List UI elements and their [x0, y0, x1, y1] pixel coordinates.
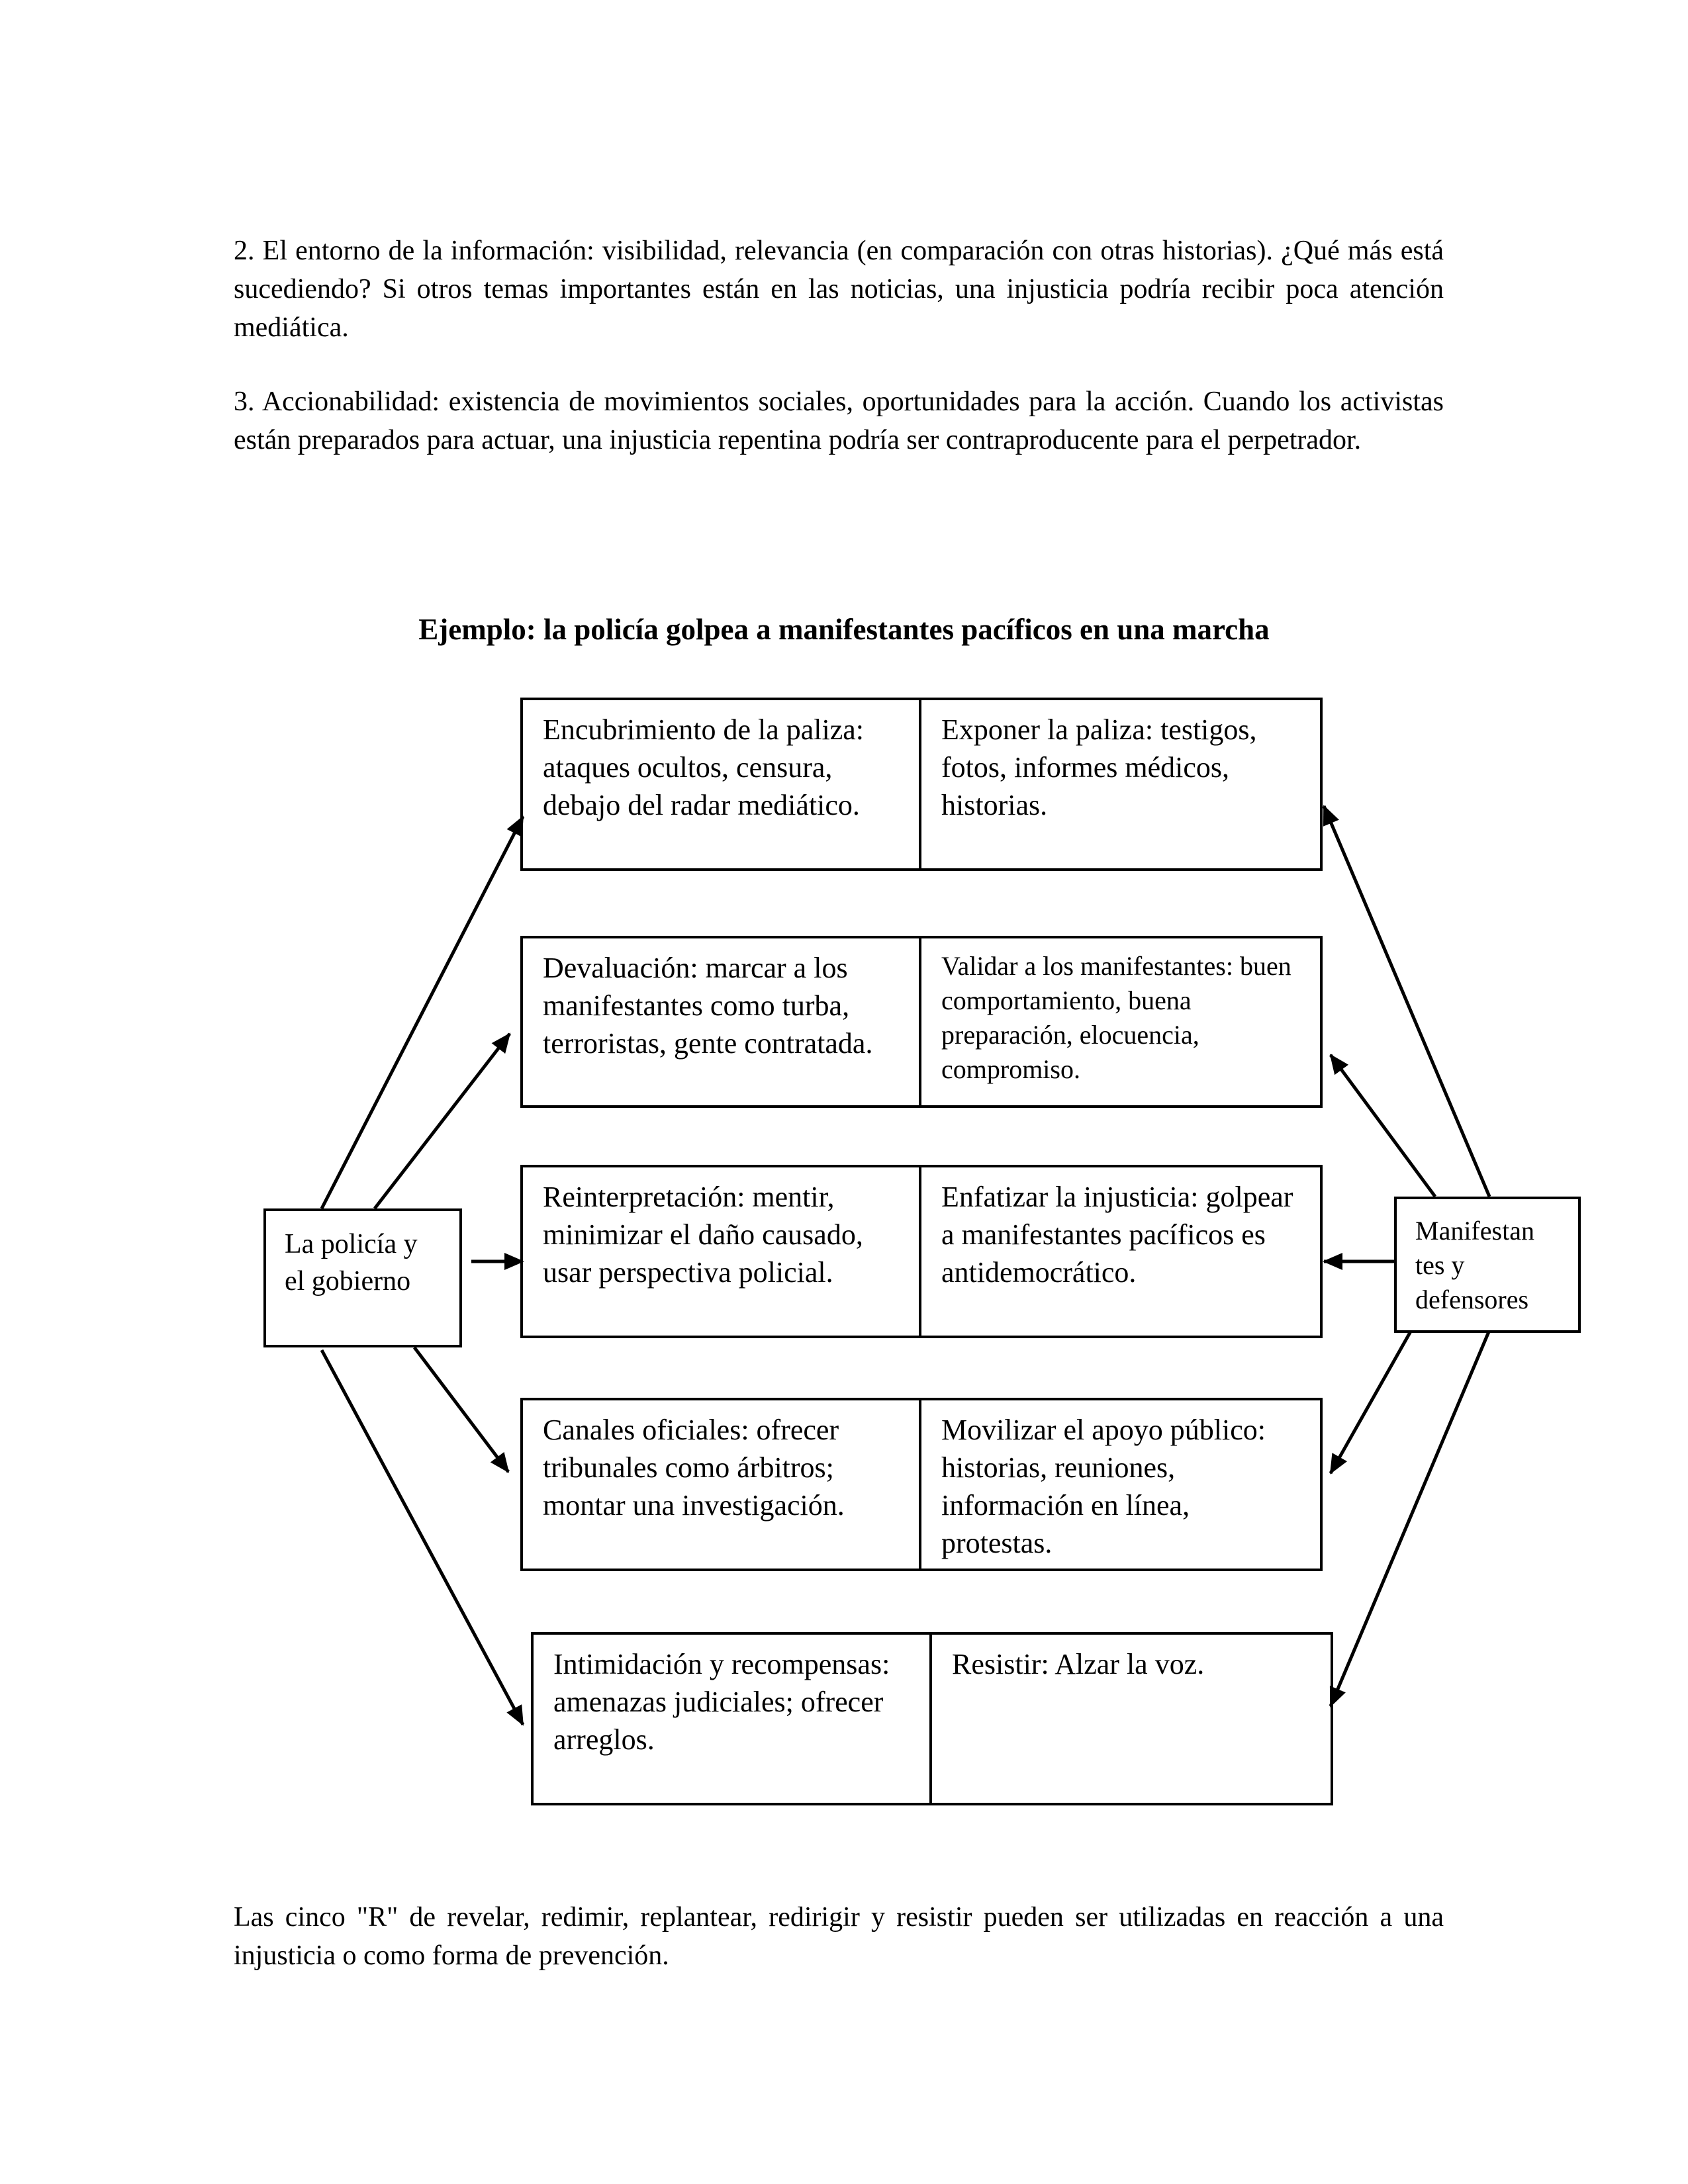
paragraph-environment: 2. El entorno de la información: visibilidad, relevancia (en comparación con otras historias). ¿Qué más está sucediendo? Si otros temas importantes están en las noticias, una injusticia podría recibir poca atención mediática. — [234, 236, 1444, 343]
strategy-row-1 — [520, 698, 1323, 871]
right-actor-box — [1394, 1197, 1581, 1333]
arrow-right-to-row5 — [1331, 1330, 1489, 1706]
diagram-title: Ejemplo: la policía golpea a manifestantes pacíficos en una marcha — [418, 613, 1270, 646]
perpetrator-tactic-3: Reinterpretación: mentir, minimizar el daño causado, usar perspectiva policial. — [523, 1167, 921, 1336]
perpetrator-tactic-5: Intimidación y recompensas: amenazas judiciales; ofrecer arreglos. — [534, 1635, 932, 1803]
strategy-row-5 — [531, 1632, 1333, 1805]
paragraph-actionability: 3. Accionabilidad: existencia de movimientos sociales, oportunidades para la acción. Cuando los activistas están preparados para actuar, una injusticia repentina podría ser contraproducente para el perpetrador. — [234, 387, 1444, 455]
perpetrator-tactic-1: Encubrimiento de la paliza: ataques ocultos, censura, debajo del radar mediático. — [523, 700, 921, 868]
arrow-left-to-row1 — [322, 817, 523, 1208]
counter-tactic-3: Enfatizar la injusticia: golpear a manifestantes pacíficos es antidemocrático. — [941, 1181, 1293, 1289]
strategy-row-4 — [520, 1398, 1323, 1571]
strategy-row-3 — [520, 1165, 1323, 1338]
strategy-row-2 — [520, 936, 1323, 1108]
arrow-left-to-row5 — [322, 1350, 523, 1725]
counter-tactic-4: Movilizar el apoyo público: historias, reuniones, información en línea, protestas. — [941, 1414, 1266, 1559]
counter-tactic-2: Validar a los manifestantes: buen comportamiento, buena preparación, elocuencia, compromiso. — [941, 951, 1291, 1084]
left-actor-label: La policía y el gobierno — [285, 1229, 418, 1297]
counter-tactic-5: Resistir: Alzar la voz. — [952, 1648, 1205, 1680]
counter-tactic-1: Exponer la paliza: testigos, fotos, informes médicos, historias. — [941, 713, 1257, 821]
right-actor-label: Manifestan tes y defensores — [1415, 1216, 1534, 1314]
arrow-right-to-row2 — [1331, 1055, 1435, 1197]
paragraph-five-r: Las cinco "R" de revelar, redimir, replantear, redirigir y resistir pueden ser utilizadas en reacción a una injusticia o como forma de prevención. — [234, 1902, 1444, 1971]
arrow-right-to-row1 — [1324, 806, 1489, 1197]
left-actor-box — [263, 1208, 462, 1347]
arrow-left-to-row4 — [414, 1347, 508, 1472]
arrow-right-to-row4 — [1331, 1330, 1411, 1473]
perpetrator-tactic-4: Canales oficiales: ofrecer tribunales como árbitros; montar una investigación. — [523, 1400, 921, 1569]
arrow-left-to-row2 — [375, 1034, 510, 1208]
perpetrator-tactic-2: Devaluación: marcar a los manifestantes como turba, terroristas, gente contratada. — [523, 938, 921, 1105]
